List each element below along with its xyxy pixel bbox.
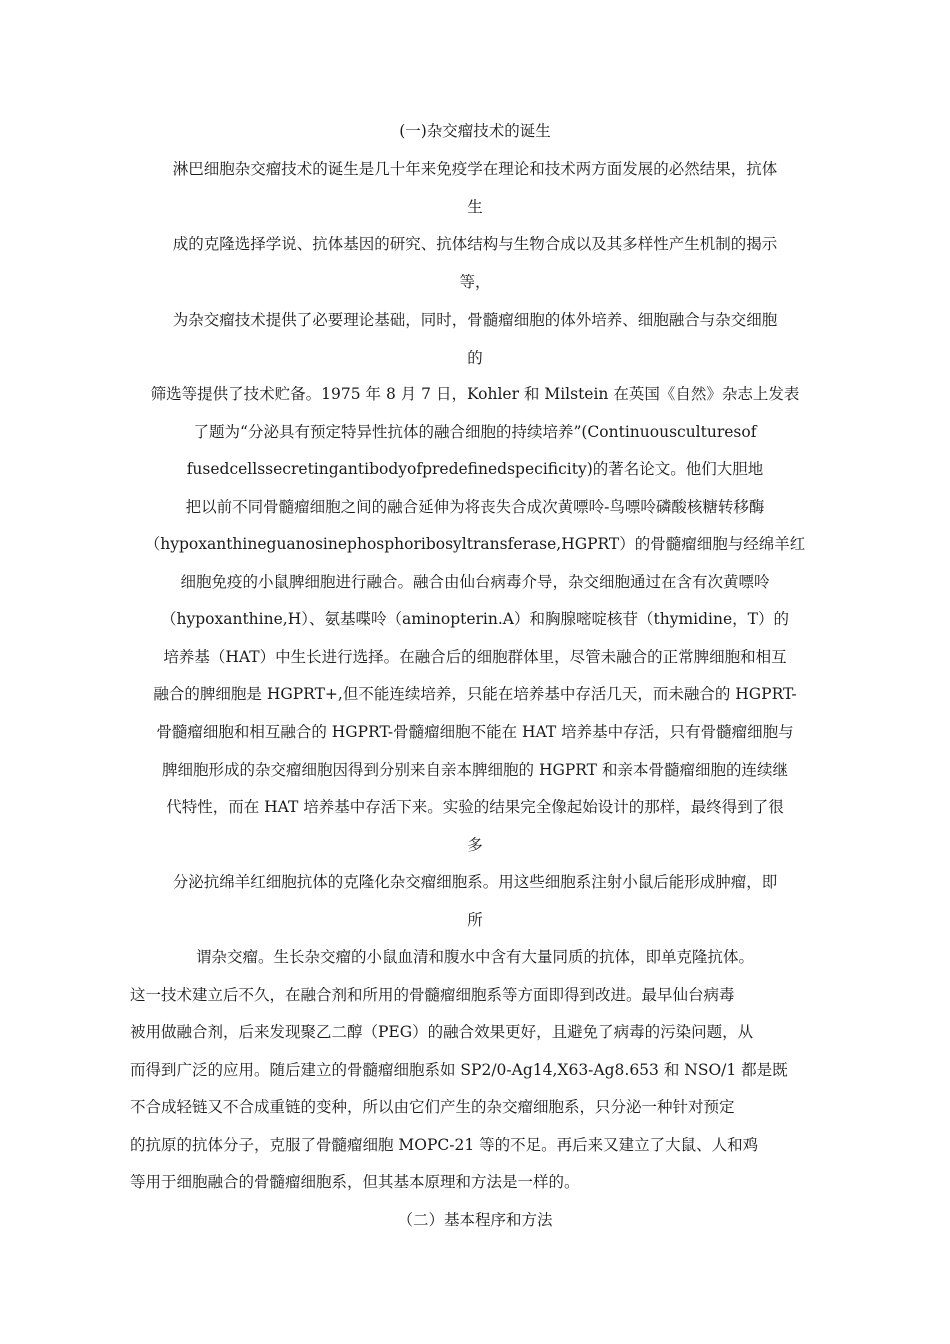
- text-line: 的抗原的抗体分子，克服了骨髓瘤细胞 MOPC-21 等的不足。再后来又建立了大鼠、人和鸡: [130, 1136, 759, 1154]
- text-line: （hypoxanthine,H）、氨基喋呤（aminopterin.A）和胸腺嘧啶核苷（thymidine，T）的: [161, 610, 789, 628]
- text-line: 为杂交瘤技术提供了必要理论基础，同时，骨髓瘤细胞的体外培养、细胞融合与杂交细胞: [172, 311, 778, 329]
- text-line: 所: [467, 911, 483, 929]
- section-heading-2: （二）基本程序和方法: [397, 1211, 553, 1229]
- text-line: 融合的脾细胞是 HGPRT+,但不能连续培养，只能在培养基中存活几天，而未融合的 HGPRT-: [153, 685, 797, 703]
- text-line: （hypoxanthineguanosinephosphoribosyltransferase,HGPRT）的骨髓瘤细胞与经绵羊红: [144, 535, 806, 553]
- text-line: 生: [467, 198, 483, 216]
- text-line: 成的克隆选择学说、抗体基因的研究、抗体结构与生物合成以及其多样性产生机制的揭示: [172, 235, 778, 253]
- text-line: 细胞免疫的小鼠脾细胞进行融合。融合由仙台病毒介导，杂交细胞通过在含有次黄嘌呤: [180, 573, 770, 591]
- text-line: 培养基（HAT）中生长进行选择。在融合后的细胞群体里，尽管未融合的正常脾细胞和相互: [163, 648, 787, 666]
- text-line: 等用于细胞融合的骨髓瘤细胞系，但其基本原理和方法是一样的。: [130, 1173, 580, 1191]
- text-line: 谓杂交瘤。生长杂交瘤的小鼠血清和腹水中含有大量同质的抗体，即单克隆抗体。: [195, 948, 754, 966]
- text-line: 多: [467, 836, 483, 854]
- text-line: 代特性，而在 HAT 培养基中存活下来。实验的结果完全像起始设计的那样，最终得到了很: [166, 798, 784, 816]
- text-line: 了题为“分泌具有预定特异性抗体的融合细胞的持续培养”(Continuousculturesof: [193, 423, 757, 441]
- text-line: 等，: [459, 273, 491, 291]
- text-line: 淋巴细胞杂交瘤技术的诞生是几十年来免疫学在理论和技术两方面发展的必然结果，抗体: [172, 160, 778, 178]
- text-line: 分泌抗绵羊红细胞抗体的克隆化杂交瘤细胞系。用这些细胞系注射小鼠后能形成肿瘤，即: [172, 873, 778, 891]
- text-line: fusedcellssecretingantibodyofpredefinedspecificity)的著名论文。他们大胆地: [186, 460, 764, 478]
- text-line: 这一技术建立后不久，在融合剂和所用的骨髓瘤细胞系等方面即得到改进。最早仙台病毒: [130, 986, 735, 1004]
- text-line: 被用做融合剂，后来发现聚乙二醇（PEG）的融合效果更好，且避免了病毒的污染问题，从: [130, 1023, 754, 1041]
- text-line: 脾细胞形成的杂交瘤细胞因得到分别来自亲本脾细胞的 HGPRT 和亲本骨髓瘤细胞的连续继: [162, 761, 788, 779]
- text-line: 而得到广泛的应用。随后建立的骨髓瘤细胞系如 SP2/0-Ag14,X63-Ag8.653 和 NSO/1 都是既: [130, 1061, 788, 1079]
- text-line: 把以前不同骨髓瘤细胞之间的融合延伸为将丧失合成次黄嘌呤-鸟嘌呤磷酸核糖转移酶: [185, 498, 765, 516]
- text-line: 骨髓瘤细胞和相互融合的 HGPRT-骨髓瘤细胞不能在 HAT 培养基中存活，只有骨髓瘤细胞与: [156, 723, 794, 741]
- text-line: 筛选等提供了技术贮备。1975 年 8 月 7 日，Kohler 和 Milstein 在英国《自然》杂志上发表: [150, 385, 800, 403]
- text-line: 不合成轻链又不合成重链的变种，所以由它们产生的杂交瘤细胞系，只分泌一种针对预定: [130, 1098, 735, 1116]
- text-line: 的: [467, 349, 483, 367]
- section-heading-1: (一)杂交瘤技术的诞生: [399, 122, 551, 140]
